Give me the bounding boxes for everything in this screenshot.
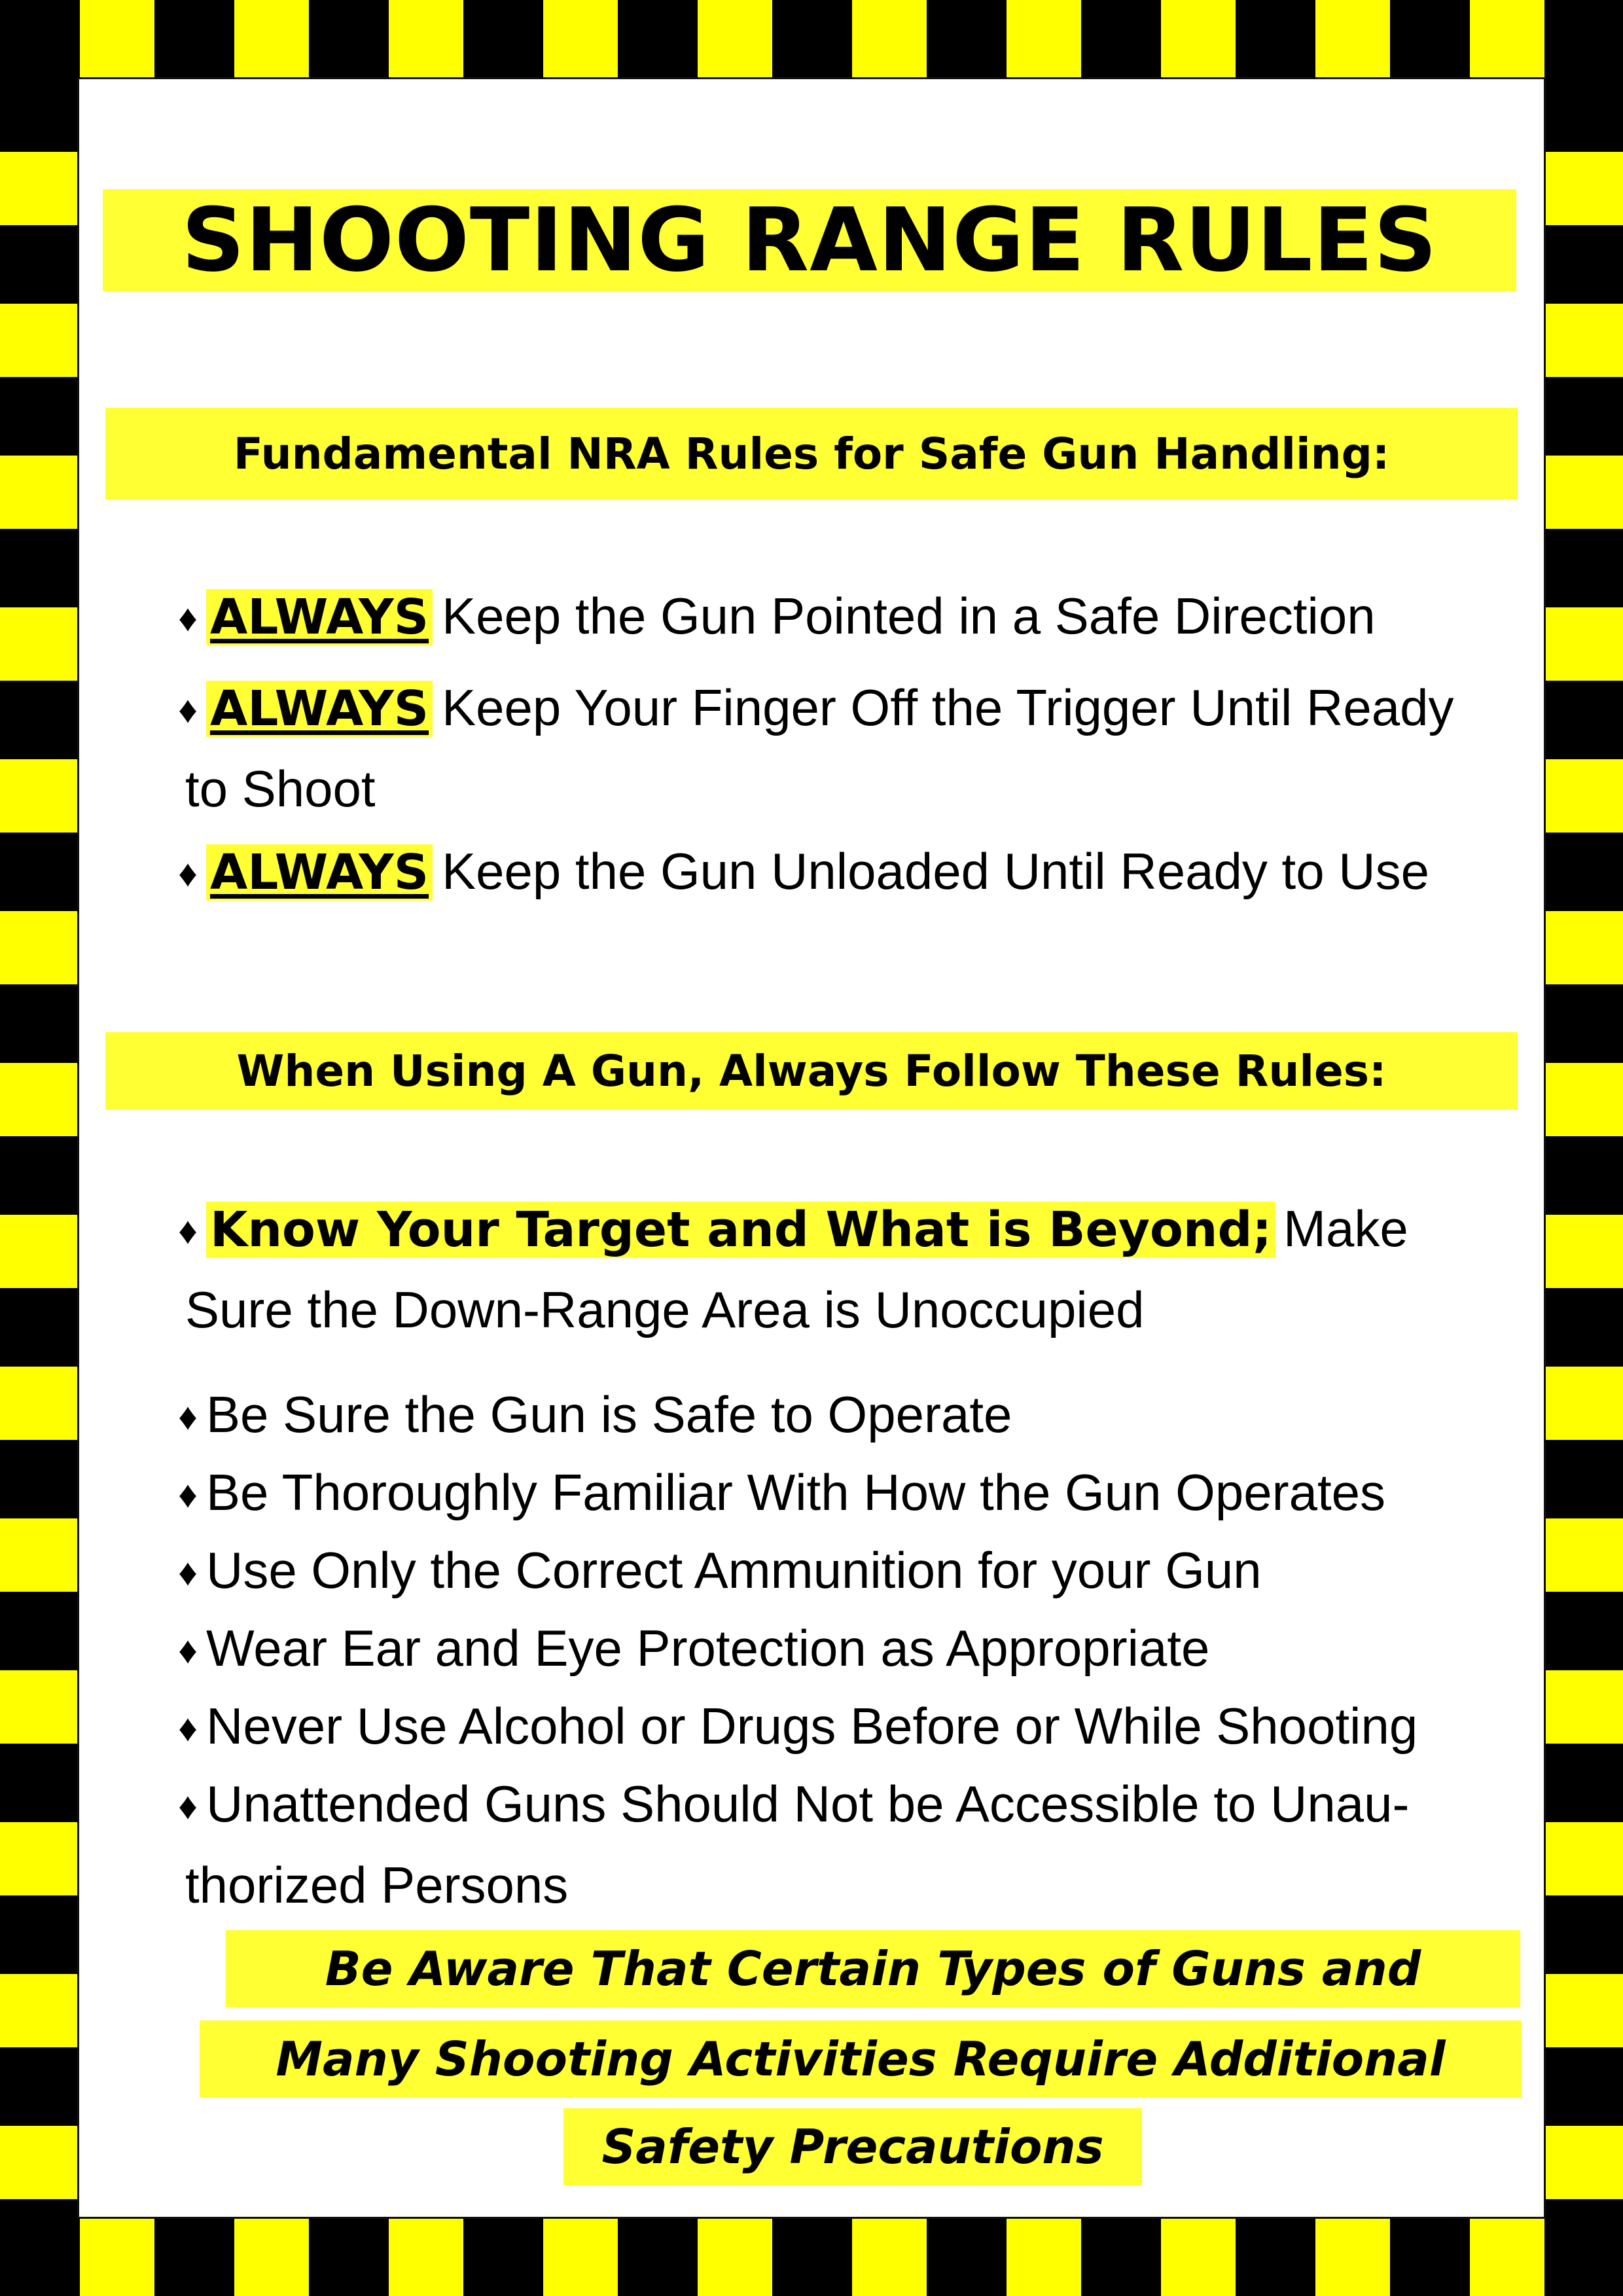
diamond-bullet-icon: ♦: [178, 1785, 198, 1827]
diamond-bullet-icon: ♦: [178, 597, 198, 639]
rule-text: Keep the Gun Unloaded Until Ready to Use: [442, 842, 1429, 900]
rule-item: [169, 1687, 1531, 1768]
rule-item: [169, 1189, 1531, 1349]
footer-line-1: Be Aware That Certain Types of Guns and: [226, 1930, 1520, 2007]
rule-item: [169, 1375, 1531, 1456]
diamond-bullet-icon: ♦: [178, 689, 198, 731]
footer-line-2: Many Shooting Activities Require Additional: [200, 2020, 1522, 2098]
rule-text-continuation: Sure the Down-Range Area is Unoccupied: [185, 1281, 1145, 1338]
rule-item: [169, 1531, 1531, 1612]
rule-text: Keep Your Finger Off the Trigger Until Ready: [442, 679, 1454, 736]
rule-item: [169, 832, 1531, 913]
rule-item: [169, 1453, 1531, 1534]
rule-keyword: Know Your Target and What is Beyond;: [206, 1202, 1275, 1258]
rule-text: Be Sure the Gun is Safe to Operate: [206, 1386, 1012, 1443]
footer-line-3: Safety Precautions: [563, 2108, 1142, 2185]
rule-text: Wear Ear and Eye Protection as Appropriate: [206, 1619, 1210, 1677]
rule-keyword: ALWAYS: [206, 589, 433, 645]
rule-text: Use Only the Correct Ammunition for your Gun: [206, 1541, 1262, 1599]
rule-text: Keep the Gun Pointed in a Safe Direction: [442, 587, 1376, 645]
rule-item: [169, 1765, 1531, 1924]
diamond-bullet-icon: ♦: [178, 1210, 198, 1252]
rule-item: [169, 668, 1531, 828]
rule-text-continuation: to Shoot: [185, 760, 376, 817]
diamond-bullet-icon: ♦: [178, 1629, 198, 1672]
diamond-bullet-icon: ♦: [178, 1707, 198, 1749]
diamond-bullet-icon: ♦: [178, 1395, 198, 1438]
diamond-bullet-icon: ♦: [178, 1473, 198, 1516]
rule-text: Make: [1283, 1200, 1408, 1257]
diamond-bullet-icon: ♦: [178, 1551, 198, 1594]
rule-item: [169, 1609, 1531, 1690]
diamond-bullet-icon: ♦: [178, 852, 198, 895]
section1-heading: Fundamental NRA Rules for Safe Gun Handling:: [105, 408, 1518, 499]
border-stripe-left: [0, 0, 77, 2296]
sign-panel: [77, 77, 1546, 2219]
rule-text: Never Use Alcohol or Drugs Before or While Shooting: [206, 1697, 1418, 1755]
rule-keyword: ALWAYS: [206, 681, 433, 737]
page-title: SHOOTING RANGE RULES: [103, 189, 1516, 291]
rule-item: [169, 577, 1531, 658]
border-stripe-bottom: [0, 2219, 1623, 2296]
rule-text-continuation: thorized Persons: [185, 1856, 569, 1914]
rule-keyword: ALWAYS: [206, 844, 433, 901]
section2-heading: When Using A Gun, Always Follow These Rules:: [105, 1032, 1518, 1109]
rule-text: Be Thoroughly Familiar With How the Gun Operates: [206, 1463, 1385, 1521]
border-stripe-top: [0, 0, 1623, 77]
border-stripe-right: [1546, 0, 1623, 2296]
rule-text: Unattended Guns Should Not be Accessible to Unau-: [206, 1775, 1410, 1833]
